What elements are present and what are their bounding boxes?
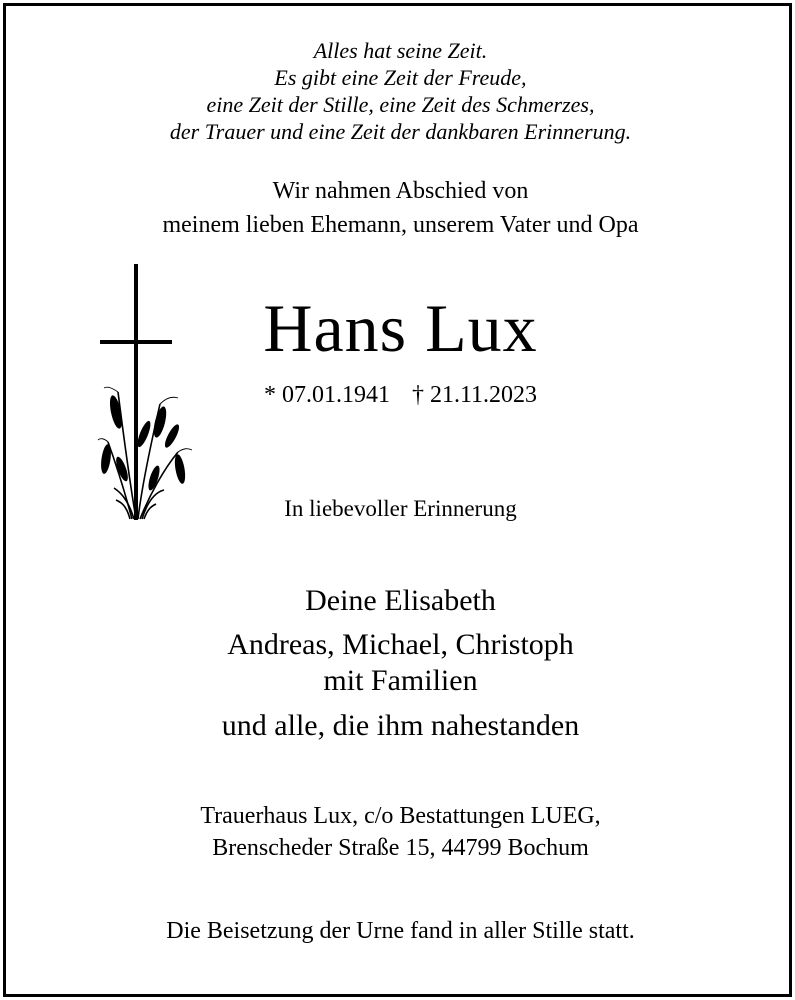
intro-line-1: Wir nahmen Abschied von [272,178,529,204]
deceased-name: Hans Lux [263,290,538,366]
life-dates [6,382,795,409]
intro-line-2: meinem lieben Ehemann, unserem Vater und Opa [162,212,639,238]
death-date: † 21.11.2023 [411,382,538,408]
address-line-1: Trauerhaus Lux, c/o Bestattungen LUEG, [200,803,601,829]
memorial-line: In liebevoller Erinnerung [284,496,517,521]
family-line-4: und alle, die ihm nahestanden [221,709,580,742]
quote-line-3: eine Zeit der Stille, eine Zeit des Schmerzes, [206,92,595,117]
family-line-3: mit Familien [323,664,478,697]
quote-line-2: Es gibt eine Zeit der Freude, [274,65,527,90]
obituary-card [3,3,792,997]
family-line-2: Andreas, Michael, Christoph [227,628,574,661]
family-line-1: Deine Elisabeth [305,584,496,617]
quote-line-1: Alles hat seine Zeit. [313,38,488,63]
birth-date: * 07.01.1941 [263,382,390,408]
burial-note: Die Beisetzung der Urne fand in aller Stille statt. [166,918,635,944]
quote-line-4: der Trauer und eine Zeit der dankbaren Erinnerung. [169,119,632,144]
address-line-2: Brenscheder Straße 15, 44799 Bochum [212,835,589,861]
